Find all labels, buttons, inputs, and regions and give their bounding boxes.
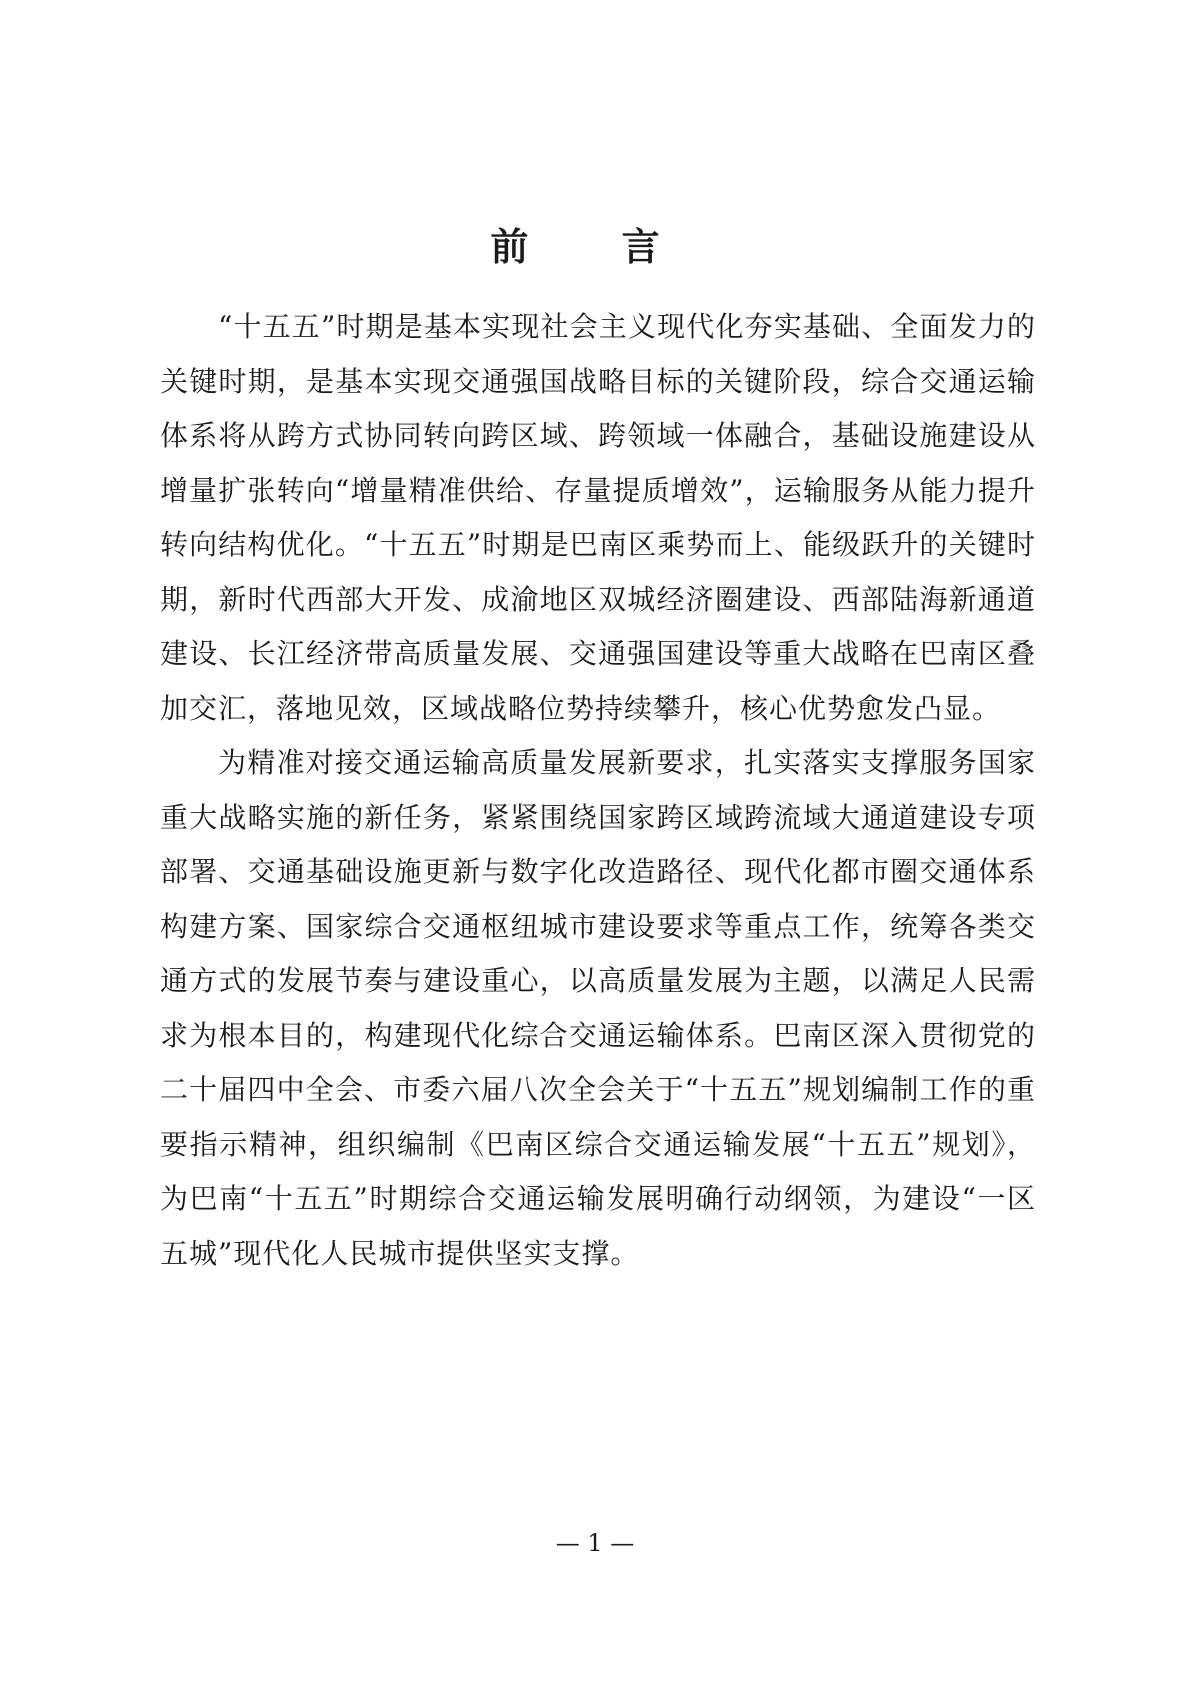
page-number: — 1 —	[555, 1529, 635, 1557]
paragraph-2: 为精准对接交通运输高质量发展新要求，扎实落实支撑服务国家重大战略实施的新任务，紧紧围绕国家跨区域跨流域大通道建设专项部署、交通基础设施更新与数字化改造路径、现代化都市圈交通体系构建方案、国家综合交通枢纽城市建设要求等重点工作，统筹各类交通方式的发展节奏与建设重心，以高质量发展为主题，以满足人民需求为根本目的，构建现代化综合交通运输体系。巴南区深入贯彻党的二十届四中全会、市委六届八次全会关于“十五五”规划编制工作的重要指示精神，组织编制《巴南区综合交通运输发展“十五五”规划》，为巴南“十五五”时期综合交通运输发展明确行动纲领，为建设“一区五城”现代化人民城市提供坚实支撑。	[160, 746, 1036, 1270]
page-title: 前 言	[490, 225, 700, 269]
paragraph-1: “十五五”时期是基本实现社会主义现代化夯实基础、全面发力的关键时期，是基本实现交通强国战略目标的关键阶段，综合交通运输体系将从跨方式协同转向跨区域、跨领域一体融合，基础设施建设从增量扩张转向“增量精准供给、存量提质增效”，运输服务从能力提升转向结构优化。“十五五”时期是巴南区乘势而上、能级跃升的关键时期，新时代西部大开发、成渝地区双城经济圈建设、西部陆海新通道建设、长江经济带高质量发展、交通强国建设等重大战略在巴南区叠加交汇，落地见效，区域战略位势持续攀升，核心优势愈发凸显。	[160, 310, 1036, 725]
body-text	[160, 300, 1036, 1281]
